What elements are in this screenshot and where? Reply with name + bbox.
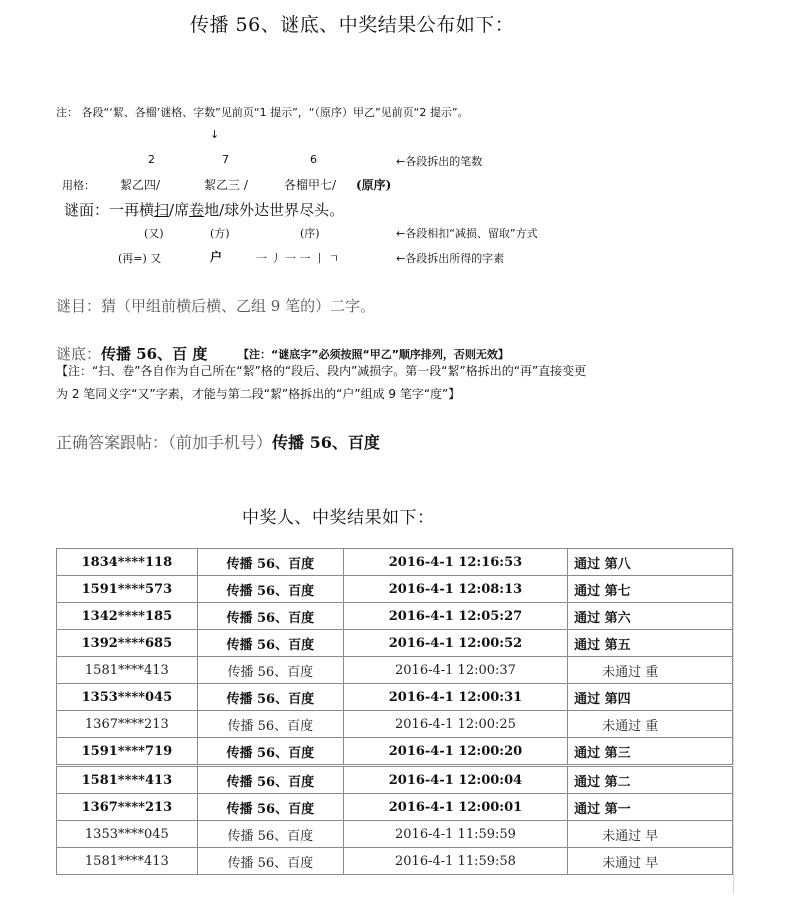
time-cell: 2016-4-1 12:00:25 bbox=[343, 711, 567, 738]
table-row bbox=[57, 794, 733, 821]
phone-cell: 1591****573 bbox=[57, 576, 198, 603]
correct-answer-value: 传播 56、百度 bbox=[272, 433, 380, 452]
table-right-edge bbox=[733, 548, 735, 893]
table-row bbox=[57, 549, 733, 576]
phone-cell: 1834****118 bbox=[57, 549, 198, 576]
table-row bbox=[57, 848, 733, 875]
piece-note: ←各段相扣“减损、留取”方式 bbox=[396, 227, 538, 240]
page-title: 传播 56、谜底、中奖结果公布如下： bbox=[190, 14, 515, 36]
time-cell: 2016-4-1 12:05:27 bbox=[343, 603, 567, 630]
winners-table-body bbox=[57, 549, 733, 875]
phone-cell: 1392****685 bbox=[57, 630, 198, 657]
down-arrow: ↓ bbox=[210, 128, 220, 141]
glyph-3: 一 丿 一 一 丨 ㄱ bbox=[256, 252, 340, 265]
answer-note: 【注：“谜底字”必须按照“甲乙”顺序排列，否则无效】 bbox=[238, 348, 509, 361]
table-row bbox=[57, 738, 733, 766]
usage-label: 用格： bbox=[62, 179, 95, 192]
riddle-face-part-1: 一再横 bbox=[109, 201, 155, 219]
time-cell: 2016-4-1 12:00:52 bbox=[343, 630, 567, 657]
riddle-face-part-2: 扫 bbox=[154, 201, 170, 219]
glyph-1: (再=) 又 bbox=[118, 252, 162, 265]
riddle-face bbox=[64, 199, 344, 220]
result-cell: 通过 第七 bbox=[568, 576, 733, 603]
table-row bbox=[57, 630, 733, 657]
winners-table bbox=[56, 548, 733, 875]
glyph-2: 户 bbox=[210, 250, 223, 264]
answer-cell: 传播 56、百度 bbox=[197, 711, 343, 738]
result-cell: 未通过 早 bbox=[568, 821, 733, 848]
phone-cell: 1581****413 bbox=[57, 766, 198, 794]
table-row bbox=[57, 766, 733, 794]
usage-item-1: 絜乙四/ bbox=[120, 178, 161, 192]
table-row bbox=[57, 711, 733, 738]
answer-cell: 传播 56、百度 bbox=[197, 684, 343, 711]
answer-cell: 传播 56、百度 bbox=[197, 576, 343, 603]
answer-value: 传播 56、百 度 bbox=[101, 345, 208, 363]
correct-answer-line bbox=[56, 430, 380, 453]
table-row bbox=[57, 821, 733, 848]
result-cell: 未通过 重 bbox=[568, 711, 733, 738]
stroke-count-3: 6 bbox=[310, 153, 317, 166]
riddle-face-label: 谜面： bbox=[64, 201, 110, 219]
answer-cell: 传播 56、百度 bbox=[197, 821, 343, 848]
answer-cell: 传播 56、百度 bbox=[197, 794, 343, 821]
result-cell: 通过 第四 bbox=[568, 684, 733, 711]
answer-cell: 传播 56、百度 bbox=[197, 603, 343, 630]
usage-item-4: (原序) bbox=[356, 178, 392, 192]
answer-cell: 传播 56、百度 bbox=[197, 766, 343, 794]
time-cell: 2016-4-1 12:00:01 bbox=[343, 794, 567, 821]
answer-cell: 传播 56、百度 bbox=[197, 630, 343, 657]
result-cell: 通过 第八 bbox=[568, 549, 733, 576]
result-cell: 通过 第三 bbox=[568, 738, 733, 766]
table-row bbox=[57, 657, 733, 684]
time-cell: 2016-4-1 12:00:20 bbox=[343, 738, 567, 766]
riddle-answer bbox=[56, 343, 207, 364]
result-cell: 未通过 重 bbox=[568, 657, 733, 684]
riddle-face-part-3: /席 bbox=[169, 201, 190, 219]
time-cell: 2016-4-1 11:59:59 bbox=[343, 821, 567, 848]
usage-item-3: 各榴甲七/ bbox=[284, 178, 337, 192]
winners-title: 中奖人、中奖结果如下： bbox=[242, 508, 435, 528]
phone-cell: 1367****213 bbox=[57, 711, 198, 738]
time-cell: 2016-4-1 12:00:04 bbox=[343, 766, 567, 794]
time-cell: 2016-4-1 11:59:58 bbox=[343, 848, 567, 875]
result-cell: 通过 第一 bbox=[568, 794, 733, 821]
usage-item-2: 絜乙三 / bbox=[204, 178, 248, 192]
time-cell: 2016-4-1 12:00:37 bbox=[343, 657, 567, 684]
phone-cell: 1342****185 bbox=[57, 603, 198, 630]
explain-line-2: 为 2 笔同义字“又”字素，才能与第二段“絜”格拆出的“户”组成 9 笔字“度”】 bbox=[56, 387, 461, 401]
phone-cell: 1591****719 bbox=[57, 738, 198, 766]
answer-cell: 传播 56、百度 bbox=[197, 549, 343, 576]
piece-3: (序) bbox=[300, 227, 320, 240]
result-cell: 通过 第五 bbox=[568, 630, 733, 657]
time-cell: 2016-4-1 12:00:31 bbox=[343, 684, 567, 711]
piece-1: (又) bbox=[144, 227, 164, 240]
result-cell: 未通过 早 bbox=[568, 848, 733, 875]
explain-line-1: 【注：“扫、卷”各自作为自己所在“絜”格的“段后、段内”减损字。第一段“絜”格拆出的“再”直接变更 bbox=[56, 364, 587, 378]
table-row bbox=[57, 576, 733, 603]
correct-answer-label: 正确答案跟帖：（前加手机号） bbox=[56, 433, 273, 452]
glyph-note: ←各段拆出所得的字素 bbox=[396, 252, 505, 265]
riddle-face-part-4: 卷 bbox=[189, 201, 205, 219]
time-cell: 2016-4-1 12:08:13 bbox=[343, 576, 567, 603]
piece-2: (方) bbox=[210, 227, 230, 240]
phone-cell: 1353****045 bbox=[57, 684, 198, 711]
phone-cell: 1581****413 bbox=[57, 657, 198, 684]
phone-cell: 1367****213 bbox=[57, 794, 198, 821]
answer-label: 谜底： bbox=[56, 345, 102, 363]
result-cell: 通过 第六 bbox=[568, 603, 733, 630]
stroke-count-note: ←各段拆出的笔数 bbox=[396, 155, 483, 168]
stroke-count-1: 2 bbox=[148, 153, 155, 166]
answer-cell: 传播 56、百度 bbox=[197, 848, 343, 875]
riddle-target: 谜目：猜（甲组前横后横、乙组 9 笔的）二字。 bbox=[56, 297, 376, 315]
result-cell: 通过 第二 bbox=[568, 766, 733, 794]
phone-cell: 1581****413 bbox=[57, 848, 198, 875]
format-note: 注： 各段“‘絜、各榴’谜格、字数”见前页“1 提示”，“（原序）甲乙”见前页“2 提示”。 bbox=[56, 106, 469, 119]
time-cell: 2016-4-1 12:16:53 bbox=[343, 549, 567, 576]
stroke-count-2: 7 bbox=[222, 153, 229, 166]
table-row bbox=[57, 603, 733, 630]
riddle-face-part-5: 地/球外达世界尽头。 bbox=[204, 201, 345, 219]
phone-cell: 1353****045 bbox=[57, 821, 198, 848]
table-row bbox=[57, 684, 733, 711]
answer-cell: 传播 56、百度 bbox=[197, 738, 343, 766]
answer-cell: 传播 56、百度 bbox=[197, 657, 343, 684]
